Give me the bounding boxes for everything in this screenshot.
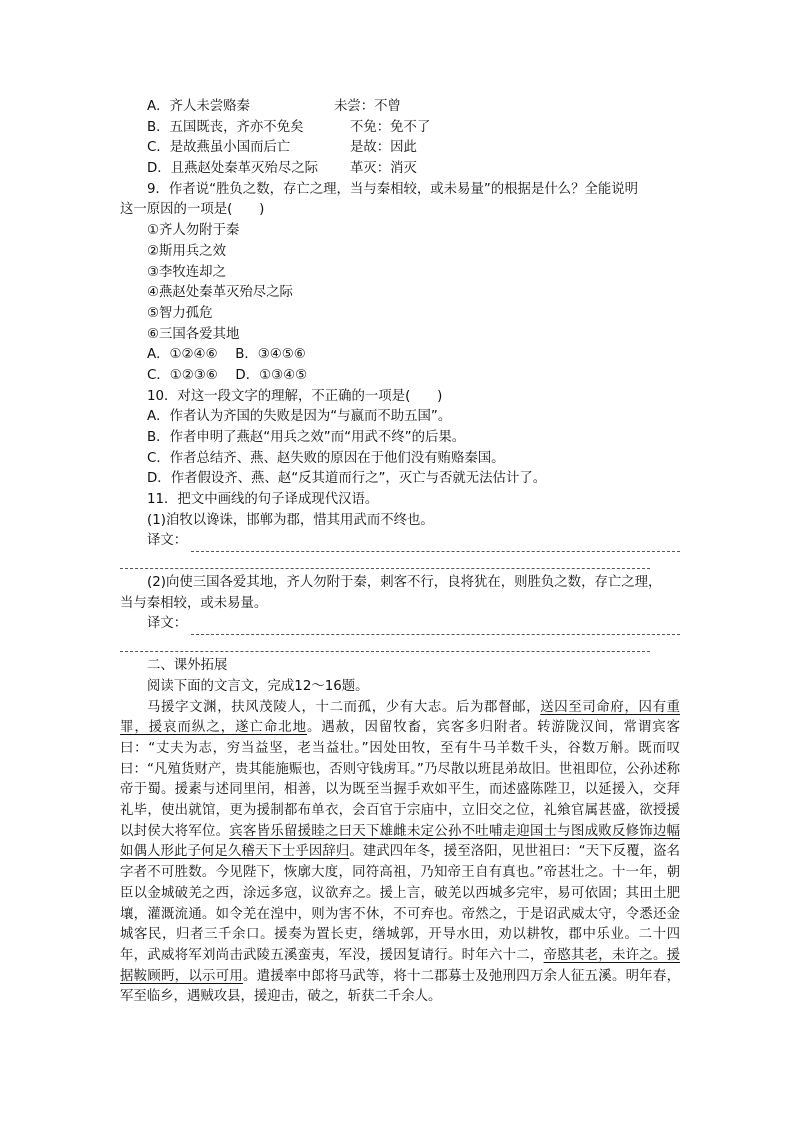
q10-option-d: D．作者假设齐、燕、赵“反其道而行之”，灭亡与否就无法估计了。 (147, 471, 547, 487)
q8-option-b-text: B．五国既丧，齐亦不免矣 (147, 119, 304, 135)
q9-options-ab: A．①②④⑥ B．③④⑤⑥ (147, 347, 306, 363)
answer-label: 译文： (147, 533, 188, 549)
underlined-sentence-1: 送囚至司命府，囚有重罪，援哀而纵之，遂亡命北地 (120, 699, 681, 736)
underlined-sentence-2: 宾客皆乐留援睦之曰天下雄雌未定公孙不吐哺走迎国士与图成败反修饰边幅如偶人形此子何足久稽天下士乎因辞归 (120, 823, 681, 860)
q10-option-a: A．作者认为齐国的失败是因为“与嬴而不助五国”。 (147, 409, 452, 425)
q8-option-b (120, 118, 680, 139)
q8-option-b-gloss: 不免：免不了 (350, 119, 431, 135)
q9-stem: 9．作者说“胜负之数，存亡之理，当与秦相较，或未易量”的根据是什么？全能说明 (147, 181, 639, 197)
document-content (120, 97, 680, 1008)
q8-option-d (120, 159, 680, 180)
answer-dotted-line (191, 622, 680, 635)
section-instruction: 阅读下面的文言文，完成12～16题。 (147, 678, 369, 694)
q9-item: ①齐人勿附于秦 (147, 223, 240, 239)
q11-sentence-2-cont: 当与秦相较，或未易量。 (120, 595, 268, 611)
q9-item: ④燕赵处秦革灭殆尽之际 (147, 285, 293, 301)
passage-text: 。建武四年冬，援至洛阳，见世祖曰：“天下反覆，盗名字者不可胜数。今见陛下，恢廓大度，同符高祖，乃知帝王自有真也。”帝甚壮之。十一年，朝臣以金城破羌之西，涂远多寇，议欲弃之。援上言，破羌以西城多完牢，易可依固；其田土肥壤，灌溉流通。如令羌在湟中，则为害不休，不可弃也。帝然之，于是诏武威太守，令悉还金城客民，归者三千余口。援奏为置长吏，缮城郭，开导水田，劝以耕牧，郡中乐业。二十四年，武威将军刘尚击武陵五溪蛮夷，军没，援因复请行。时年六十二， (120, 844, 681, 963)
section-heading: 二、课外拓展 (147, 658, 228, 674)
q8-option-a-gloss: 未尝：不曾 (334, 99, 401, 114)
q9-item: ⑤智力孤危 (147, 305, 213, 321)
reading-passage (120, 698, 680, 1009)
q9-options-cd: C．①②③⑥ D．①③④⑤ (147, 367, 308, 383)
q11-sentence-1: (1)洎牧以谗诛，邯郸为郡，惜其用武而不终也。 (147, 512, 434, 528)
q8-option-a-text: A．齐人未尝赂秦 (147, 99, 250, 114)
q8-option-c-gloss: 是故：因此 (350, 140, 417, 156)
q9-item: ⑥三国各爱其地 (147, 326, 240, 342)
answer-dotted-line (120, 638, 650, 652)
q11-answer-line-1[interactable] (120, 531, 680, 552)
q8-option-c (120, 138, 680, 159)
q11-answer-line-2[interactable] (120, 615, 680, 636)
q11-sentence-2: (2)向使三国各爱其地，齐人勿附于秦，刺客不行，良将犹在，则胜负之数，存亡之理， (147, 575, 662, 591)
passage-text: 。遣援率中郎将马武等，将十二郡募士及弛刑四万余人征五溪。明年春，军至临乡，遇贼攻县，援迎击，破之，斩获二千余人。 (120, 968, 681, 1005)
answer-label: 译文： (147, 616, 188, 632)
underlined-sentence-3: 帝愍其老，未许之。援据鞍顾眄，以示可用 (120, 948, 681, 984)
answer-dotted-line (120, 555, 650, 569)
q9-stem-cont: 这一原因的一项是( ) (120, 202, 265, 218)
q11-stem: 11．把文中画线的句子译成现代汉语。 (147, 492, 379, 508)
q8-option-c-text: C．是故燕虽小国而后亡 (147, 140, 291, 156)
q8-option-a (120, 97, 680, 118)
q10-option-b: B．作者申明了燕赵“用兵之效”而“用武不终”的后果。 (147, 430, 466, 445)
q9-item: ③李牧连却之 (147, 264, 226, 280)
passage-text: 马援字文渊，扶风茂陵人，十二而孤，少有大志。后为郡督邮， (147, 699, 541, 715)
q10-option-c: C．作者总结齐、燕、赵失败的原因在于他们没有贿赂秦国。 (147, 450, 505, 466)
answer-dotted-line (191, 539, 680, 552)
q9-item: ②斯用兵之效 (147, 243, 226, 259)
q8-option-d-text: D．且燕赵处秦革灭殆尽之际 (147, 161, 318, 177)
q8-option-d-gloss: 革灭：消灭 (350, 161, 417, 177)
passage-text: 。遇赦，因留牧畜，宾客多归附者。转游陇汉间，常谓宾客曰：“丈夫为志，穷当益坚，老当益壮。”因处田牧，至有牛马羊数千头，谷数万斛。既而叹曰：“凡殖货财产，贵其能施赈也，否则守钱虏耳。”乃尽散以班昆弟故旧。世祖即位，公孙述称帝于蜀。援素与述同里闬，相善，以为既至当握手欢如平生，而述盛陈陛卫，以延援入，交拜礼毕，使出就馆，更为援制都布单衣，会百官于宗庙中，立旧交之位，礼飨官属甚盛，欲授援以封侯大将军位。 (120, 720, 681, 839)
q10-stem: 10．对这一段文字的理解，不正确的一项是( ) (147, 388, 443, 404)
